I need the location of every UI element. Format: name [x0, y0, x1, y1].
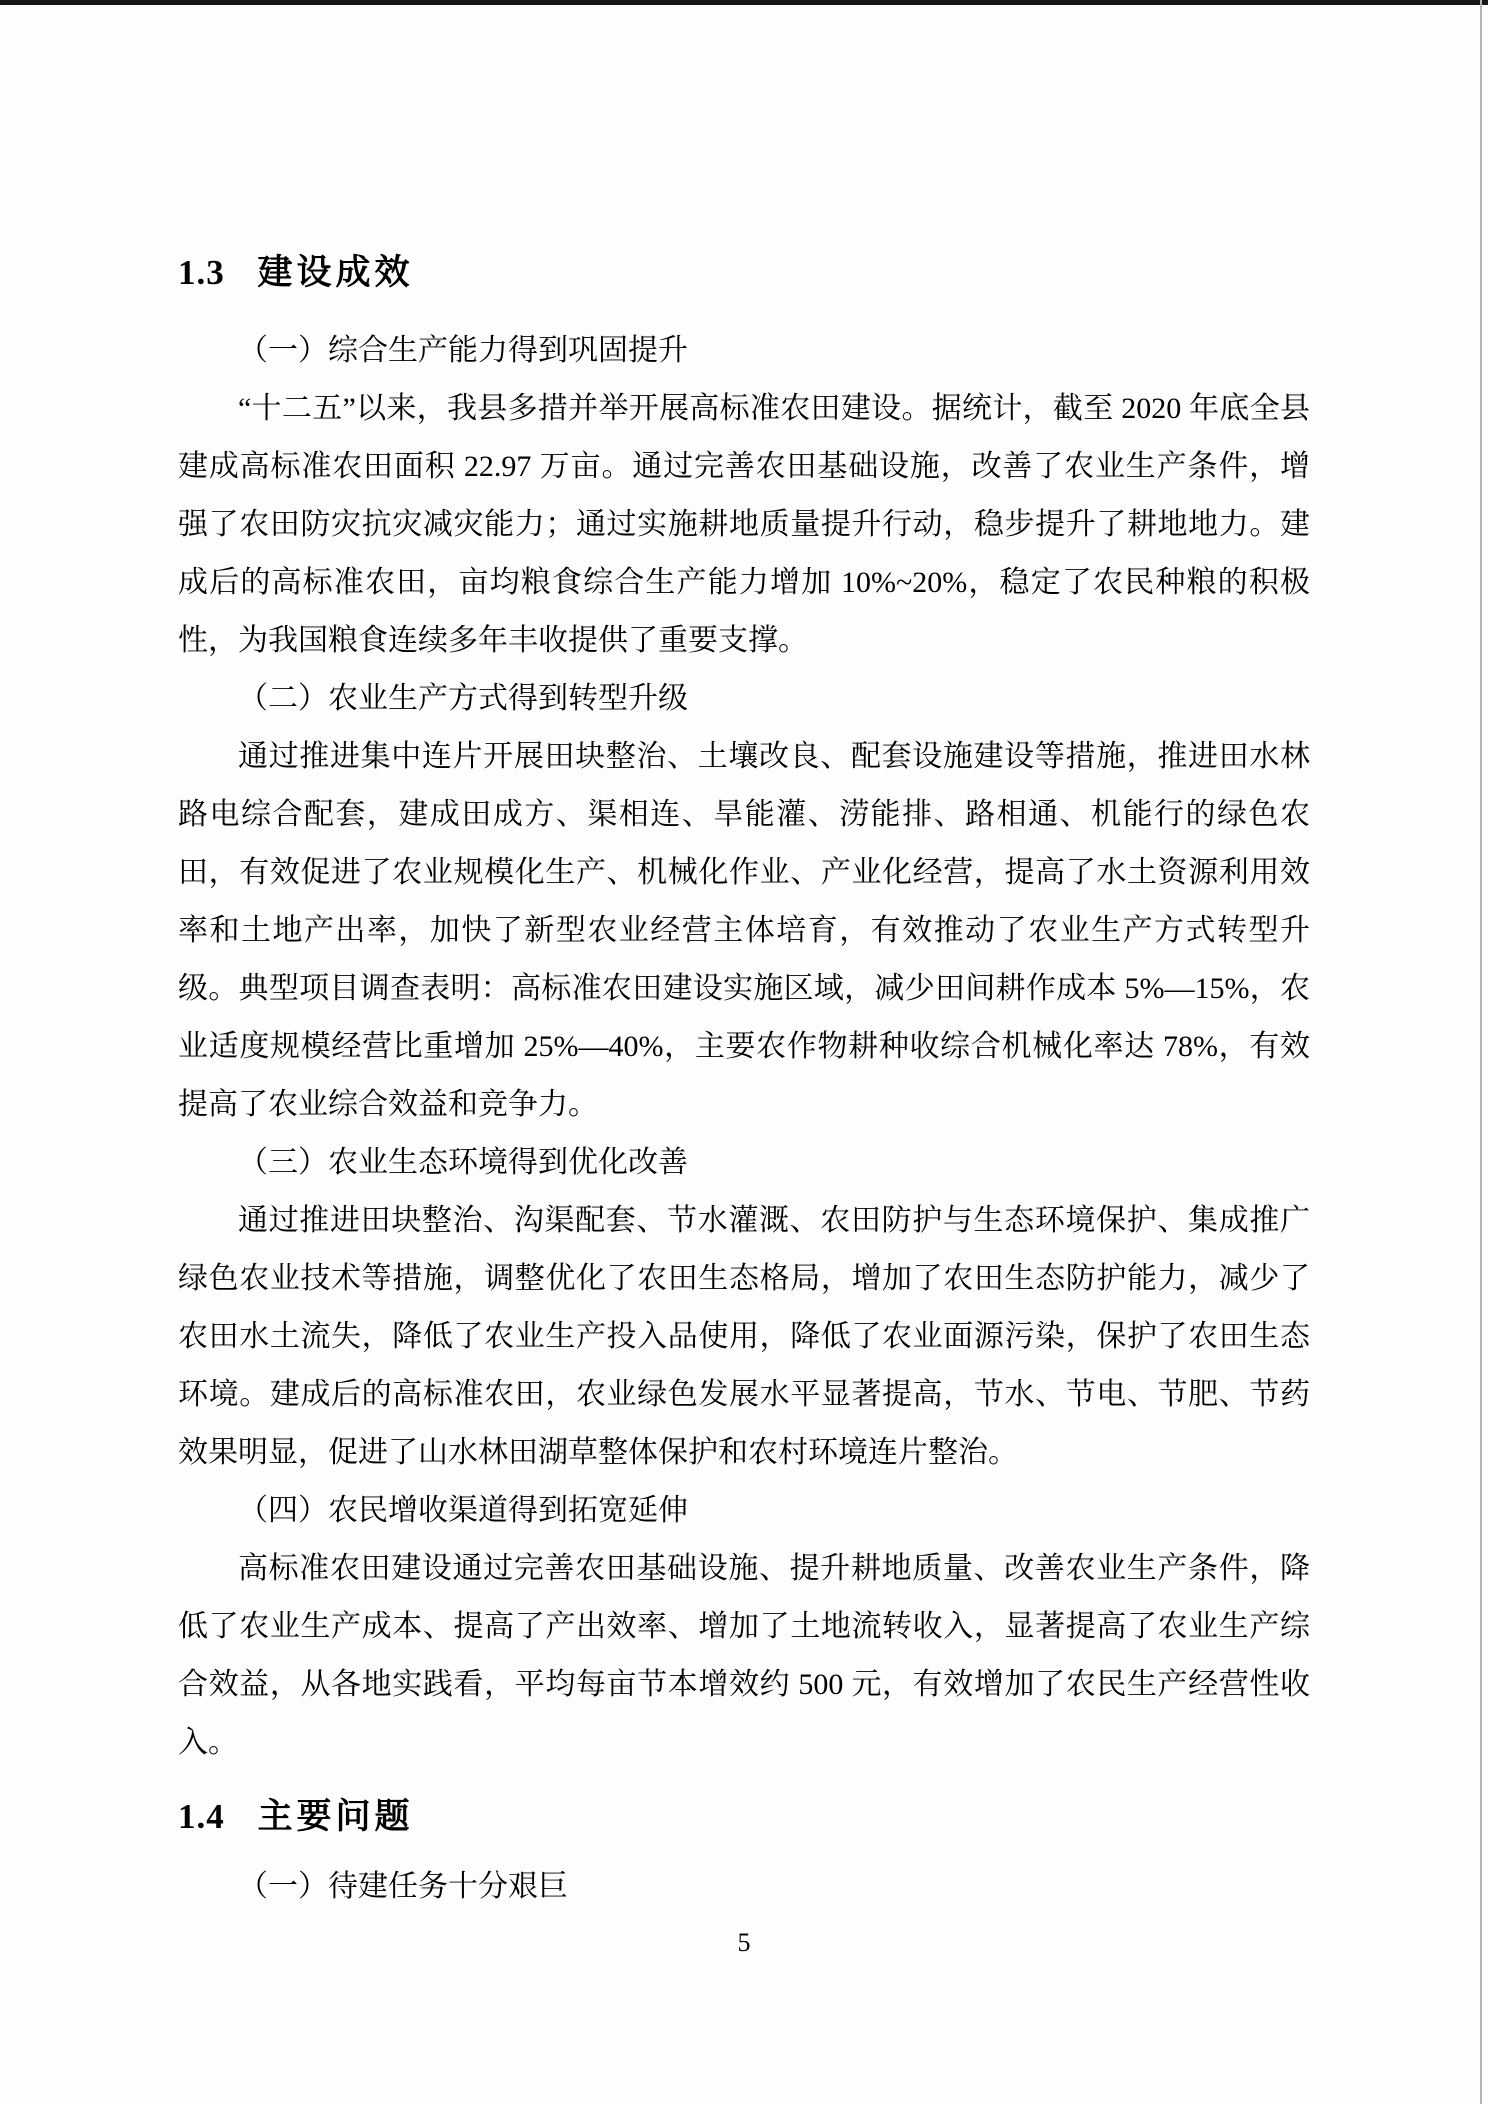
paragraph-1-3-3: 通过推进田块整治、沟渠配套、节水灌溉、农田防护与生态环境保护、集成推广绿色农业技术等措施，调整优化了农田生态格局，增加了农田生态防护能力，减少了农田水土流失，降低了农业生产投入品使用，降低了农业面源污染，保护了农田生态环境。建成后的高标准农田，农业绿色发展水平显著提高，节水、节电、节肥、节药效果明显，促进了山水林田湖草整体保护和农村环境连片整治。	[178, 1204, 1310, 1469]
section-1-4-heading	[178, 1794, 1310, 1840]
page-number: 5	[737, 1928, 751, 1957]
paragraph-1-3-4: 高标准农田建设通过完善农田基础设施、提升耕地质量、改善农业生产条件，降低了农业生产成本、提高了产出效率、增加了土地流转收入，显著提高了农业生产综合效益，从各地实践看，平均每亩节本增效约 500 元，有效增加了农民生产经营性收入。	[178, 1552, 1310, 1759]
scan-artifact-top-edge	[0, 0, 1488, 5]
subheading-1-4-1: （一）待建任务十分艰巨	[238, 1870, 568, 1903]
section-1-3-heading	[178, 250, 1310, 296]
subheading-1-3-3: （三）农业生态环境得到优化改善	[238, 1146, 688, 1179]
section-1-3-title: 建设成效	[257, 253, 414, 292]
section-1-4-number: 1.4	[178, 1797, 225, 1836]
subheading-1-3-2: （二）农业生产方式得到转型升级	[238, 682, 688, 715]
paragraph-1-3-2: 通过推进集中连片开展田块整治、土壤改良、配套设施建设等措施，推进田水林路电综合配套，建成田成方、渠相连、旱能灌、涝能排、路相通、机能行的绿色农田，有效促进了农业规模化生产、机械化作业、产业化经营，提高了水土资源利用效率和土地产出率，加快了新型农业经营主体培育，有效推动了农业生产方式转型升级。典型项目调查表明：高标准农田建设实施区域，减少田间耕作成本 5%—15%，农业适度规模经营比重增加 25%—40%，主要农作物耕种收综合机械化率达 78%，有效提高了农业综合效益和竞争力。	[178, 740, 1310, 1121]
subheading-1-3-4: （四）农民增收渠道得到拓宽延伸	[238, 1494, 688, 1527]
section-1-4-title: 主要问题	[257, 1797, 414, 1836]
subheading-1-3-1: （一）综合生产能力得到巩固提升	[238, 334, 688, 367]
scan-artifact-right-edge	[1480, 0, 1482, 2104]
paragraph-1-3-1: “十二五”以来，我县多措并举开展高标准农田建设。据统计，截至 2020 年底全县建成高标准农田面积 22.97 万亩。通过完善农田基础设施，改善了农业生产条件，增强了农田防灾抗灾减灾能力；通过实施耕地质量提升行动，稳步提升了耕地地力。建成后的高标准农田，亩均粮食综合生产能力增加 10%~20%，稳定了农民种粮的积极性，为我国粮食连续多年丰收提供了重要支撑。	[178, 392, 1310, 657]
page-footer	[0, 1928, 1488, 1958]
section-1-3-number: 1.3	[178, 253, 225, 292]
